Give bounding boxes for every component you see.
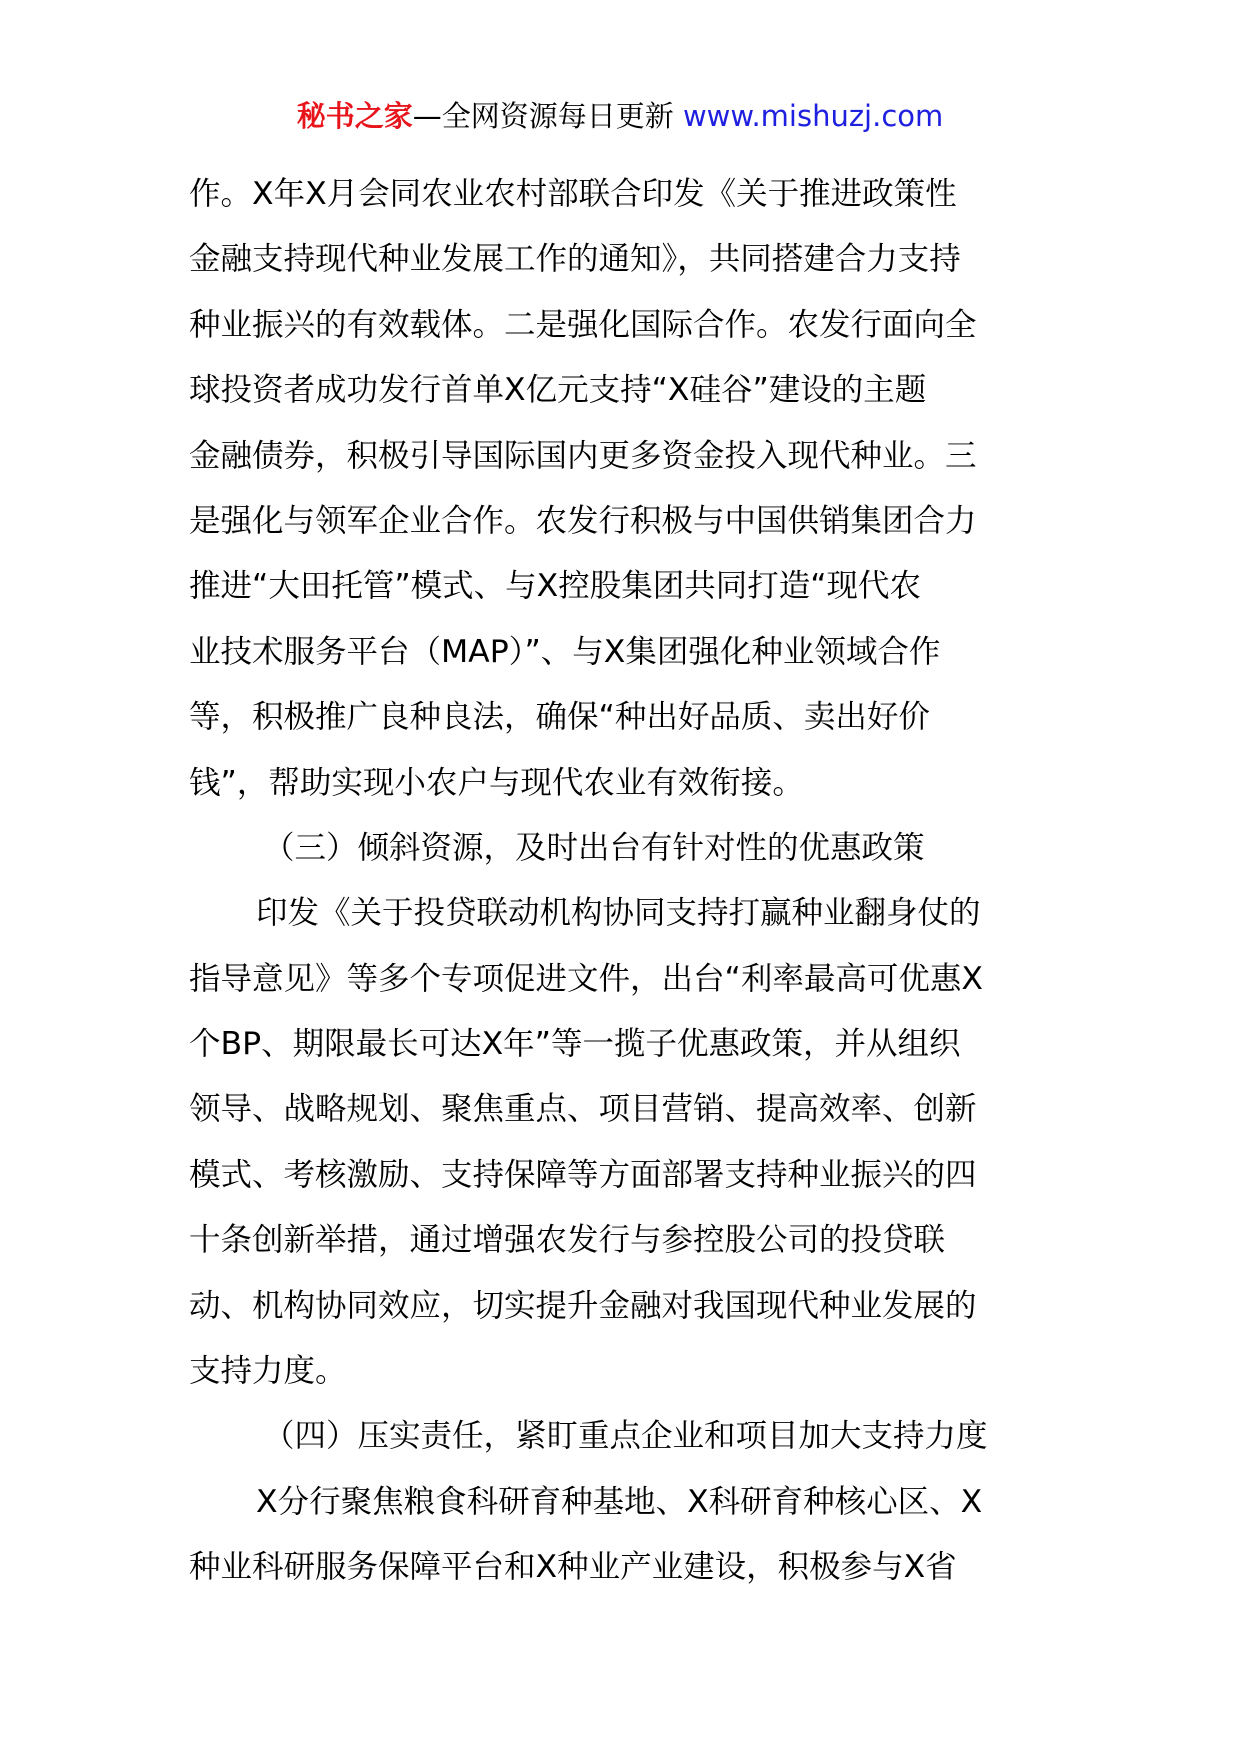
text-line: 种业科研服务保障平台和X种业产业建设，积极参与X省 xyxy=(189,1549,957,1586)
paragraph-continued xyxy=(189,162,1061,816)
text-line: 模式、考核激励、支持保障等方面部署支持种业振兴的四 xyxy=(189,1156,977,1193)
text-line: 作。X年X月会同农业农村部联合印发《关于推进政策性 xyxy=(189,176,957,212)
text-line: 十条创新举措，通过增强农发行与参控股公司的投贷联 xyxy=(189,1222,946,1259)
text-line: 业技术服务平台（MAP）”、与X集团强化种业领域合作 xyxy=(189,633,941,670)
text-line: 指导意见》等多个专项促进文件，出台“利率最高可优惠X xyxy=(189,960,983,997)
text-line: 等，积极推广良种良法，确保“种出好品质、卖出好价 xyxy=(189,699,930,736)
site-header-banner xyxy=(0,96,1240,136)
text-line: 金融支持现代种业发展工作的通知》，共同搭建合力支持 xyxy=(189,241,961,278)
brand-slogan: —全网资源每日更新 xyxy=(412,99,674,133)
brand-name: 秘书之家 xyxy=(296,99,413,133)
text-line: 钱”，帮助实现小农户与现代农业有效衔接。 xyxy=(189,764,804,801)
text-line: 球投资者成功发行首单X亿元支持“X硅谷”建设的主题 xyxy=(189,372,927,409)
text-line: 支持力度。 xyxy=(189,1353,347,1390)
text-line: 领导、战略规划、聚焦重点、项目营销、提高效率、创新 xyxy=(189,1091,977,1128)
paragraph-branch xyxy=(189,1470,1061,1601)
text-line: 动、机构协同效应，切实提升金融对我国现代种业发展的 xyxy=(189,1287,977,1324)
text-line: 是强化与领军企业合作。农发行积极与中国供销集团合力 xyxy=(189,502,977,539)
site-url-link[interactable]: www.mishuzj.com xyxy=(682,99,944,133)
section-heading-3: （三）倾斜资源，及时出台有针对性的优惠政策 xyxy=(263,829,925,866)
text-line: 印发《关于投贷联动机构协同支持打赢种业翻身仗的 xyxy=(256,895,981,932)
text-line: 种业振兴的有效载体。二是强化国际合作。农发行面向全 xyxy=(189,306,977,343)
document-body xyxy=(189,162,1061,1601)
section-heading-4: （四）压实责任，紧盯重点企业和项目加大支持力度 xyxy=(263,1418,988,1455)
text-line: 推进“大田托管”模式、与X控股集团共同打造“现代农 xyxy=(189,568,922,605)
text-line: X分行聚焦粮食科研育种基地、X科研育种核心区、X xyxy=(256,1483,983,1520)
text-line: 金融债券，积极引导国际国内更多资金投入现代种业。三 xyxy=(189,437,977,474)
paragraph-policy xyxy=(189,881,1061,1404)
text-line: 个BP、期限最长可达X年”等一揽子优惠政策，并从组织 xyxy=(189,1026,961,1063)
